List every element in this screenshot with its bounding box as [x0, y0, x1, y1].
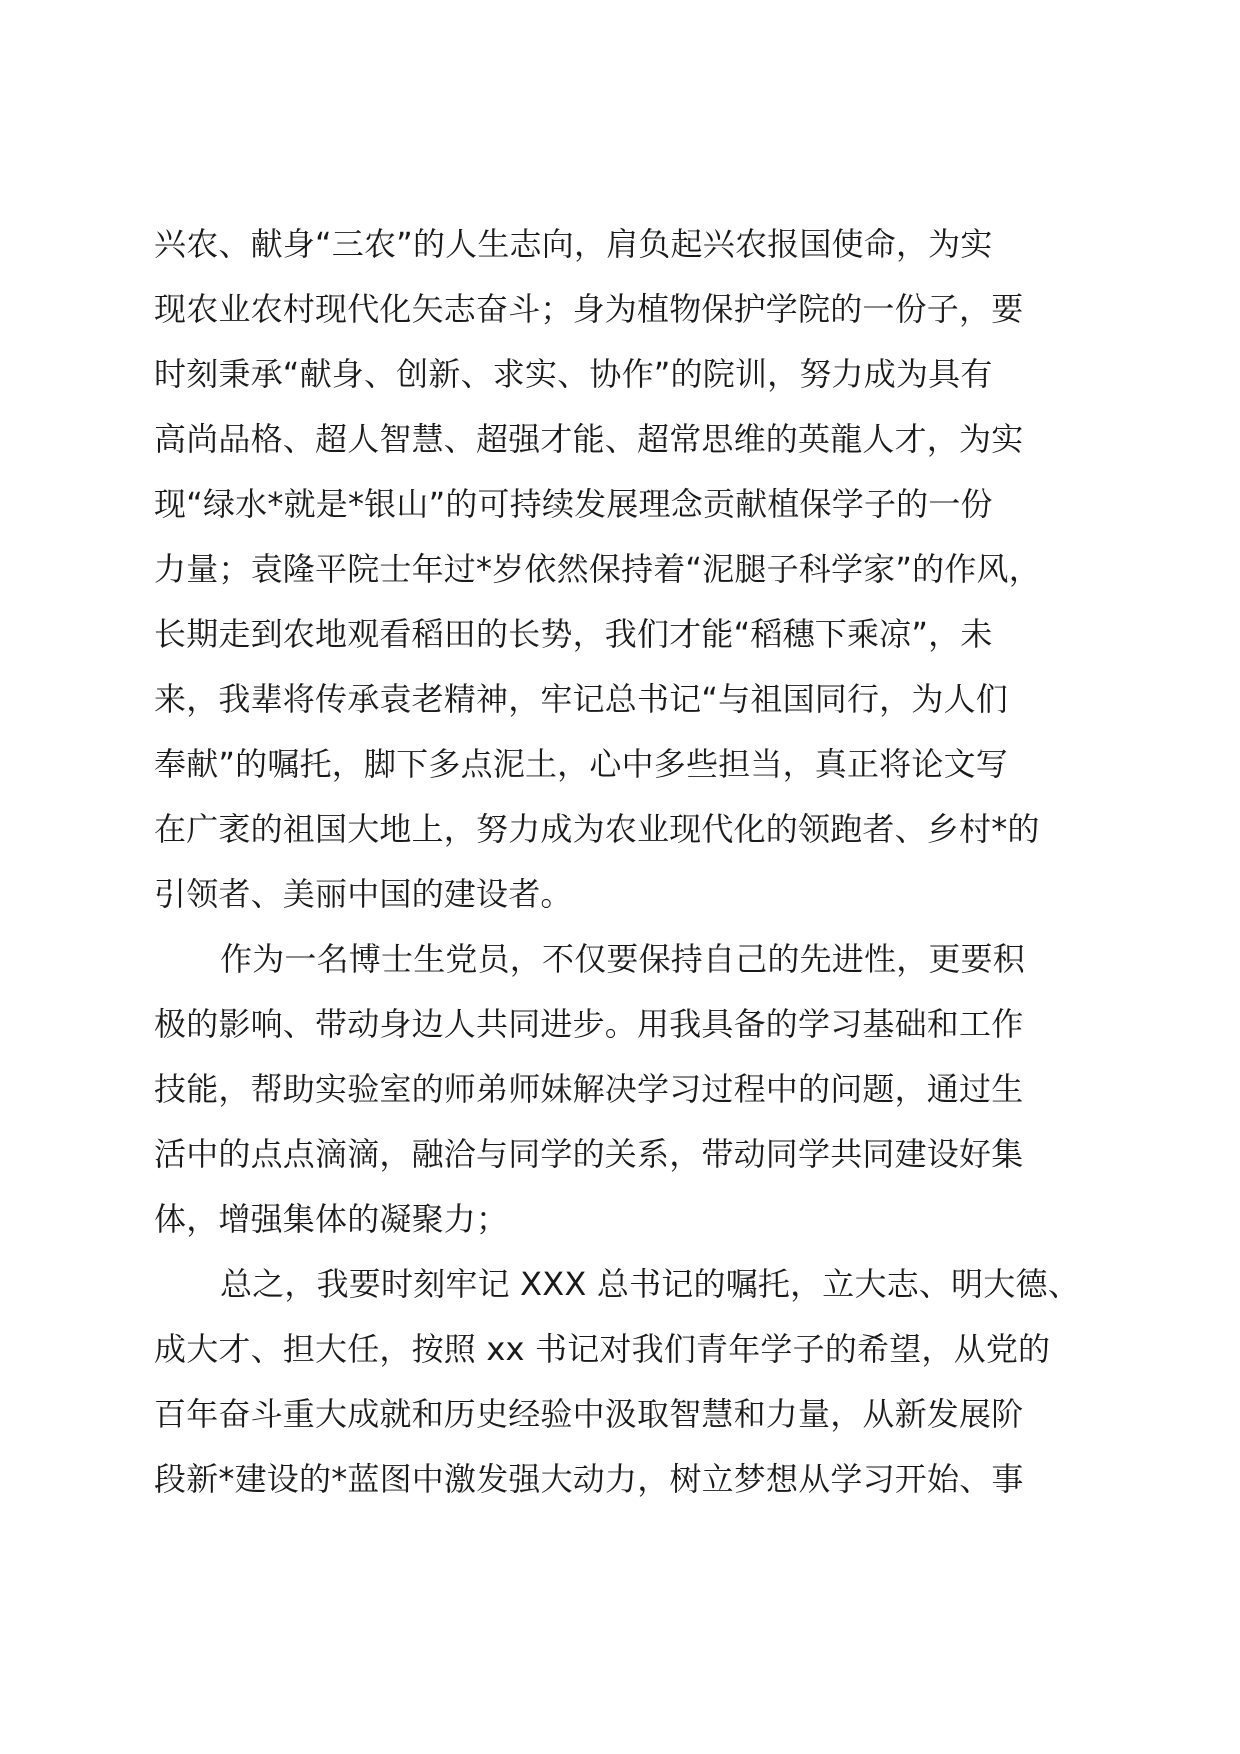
- text-line: 时刻秉承“献身、创新、求实、协作”的院训，努力成为具有: [154, 355, 993, 393]
- text-line: 引领者、美丽中国的建设者。: [154, 875, 573, 913]
- text-line: 活中的点点滴滴，融洽与同学的关系，带动同学共同建设好集: [154, 1135, 1024, 1173]
- text-line: 现农业农村现代化矢志奋斗；身为植物保护学院的一份子，要: [154, 290, 1024, 328]
- text-line: 段新*建设的*蓝图中激发强大动力，树立梦想从学习开始、事: [154, 1460, 1024, 1498]
- text-line: 奉献”的嘱托，脚下多点泥土，心中多些担当，真正将论文写: [154, 745, 1008, 783]
- paragraph: [154, 927, 1094, 1252]
- text-line: 力量；袁隆平院士年过*岁依然保持着“泥腿子科学家”的作风，: [154, 550, 1041, 588]
- text-line: 长期走到农地观看稻田的长势，我们才能“稻穗下乘凉”，未: [154, 615, 993, 653]
- text-line: 百年奋斗重大成就和历史经验中汲取智慧和力量，从新发展阶: [154, 1395, 1024, 1433]
- text-line: 极的影响、带动身边人共同进步。用我具备的学习基础和工作: [154, 1005, 1024, 1043]
- text-line: 总之，我要时刻牢记 XXX 总书记的嘱托，立大志、明大德、: [220, 1265, 1080, 1303]
- text-line: 兴农、献身“三农”的人生志向，肩负起兴农报国使命，为实: [154, 225, 993, 263]
- paragraph: [154, 1252, 1094, 1512]
- text-line: 现“绿水*就是*银山”的可持续发展理念贡献植保学子的一份: [154, 485, 993, 523]
- text-line: 高尚品格、超人智慧、超强才能、超常思维的英龍人才，为实: [154, 420, 1024, 458]
- text-line: 体，增强集体的凝聚力；: [154, 1200, 509, 1238]
- paragraph: [154, 212, 1094, 927]
- text-line: 在广袤的祖国大地上，努力成为农业现代化的领跑者、乡村*的: [154, 810, 1040, 848]
- text-line: 来，我辈将传承袁老精神，牢记总书记“与祖国同行，为人们: [154, 680, 1008, 718]
- text-line: 作为一名博士生党员，不仅要保持自己的先进性，更要积: [220, 940, 1026, 978]
- document-body: [154, 212, 1094, 1512]
- text-line: 技能，帮助实验室的师弟师妹解决学习过程中的问题，通过生: [154, 1070, 1024, 1108]
- text-line: 成大才、担大任，按照 xx 书记对我们青年学子的希望，从党的: [154, 1330, 1051, 1368]
